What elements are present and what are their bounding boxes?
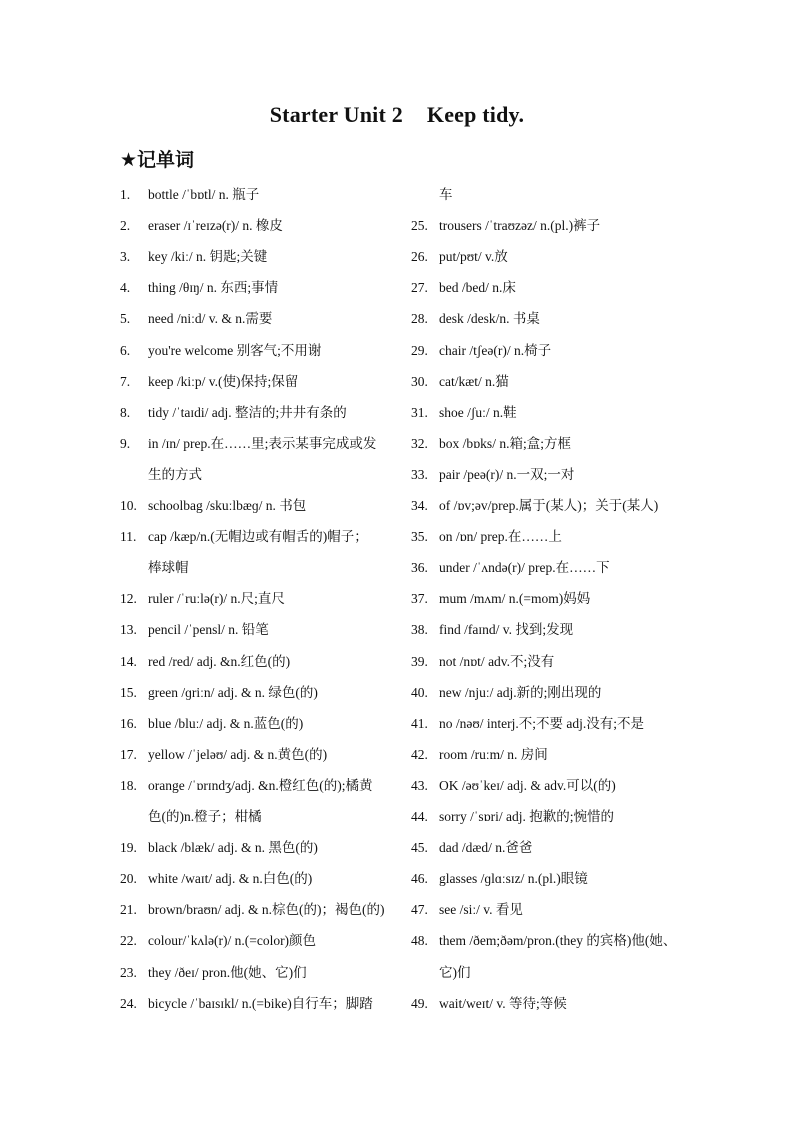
vocab-line	[120, 994, 420, 1025]
vocab-number: 37.	[411, 591, 428, 607]
vocab-line	[411, 403, 711, 434]
vocab-line	[120, 838, 420, 869]
vocab-number: 35.	[411, 529, 428, 545]
vocab-number: 25.	[411, 218, 428, 234]
vocab-entry: schoolbag /skuːlbæɡ/ n. 书包	[148, 498, 307, 513]
vocab-line	[120, 527, 420, 558]
vocab-line	[411, 372, 711, 403]
vocab-entry: box /bɒks/ n.箱;盒;方框	[439, 435, 571, 451]
vocab-line	[120, 807, 420, 838]
vocab-line	[411, 994, 711, 1025]
vocab-line	[411, 434, 711, 465]
vocab-number: 48.	[411, 933, 428, 949]
vocab-number: 18.	[120, 777, 137, 793]
vocab-line	[411, 247, 711, 278]
vocab-line	[411, 807, 711, 838]
vocab-entry: on /ɒn/ prep.在……上	[439, 529, 562, 545]
vocab-number: 43.	[411, 777, 428, 793]
vocab-number: 3.	[120, 249, 131, 265]
vocab-entry: desk /desk/n. 书桌	[439, 311, 540, 327]
vocab-line	[411, 278, 711, 309]
vocab-line	[120, 900, 420, 931]
vocab-entry: put/pʊt/ v.放	[439, 249, 508, 265]
vocab-line	[411, 496, 711, 527]
vocab-number: 4.	[120, 280, 131, 296]
vocab-line	[120, 341, 420, 372]
vocab-number: 17.	[120, 746, 137, 762]
vocab-line	[120, 434, 420, 465]
vocab-number: 30.	[411, 373, 428, 389]
vocab-entry: sorry /ˈsɒri/ adj. 抱歉的;惋惜的	[439, 809, 615, 824]
vocab-entry: no /nəʊ/ interj.不;不要 adj.没有;不是	[439, 715, 645, 731]
vocab-entry: brown/braʊn/ adj. & n.棕色(的)；褐色(的)	[148, 902, 385, 918]
vocab-entry: bed /bed/ n.床	[439, 280, 516, 296]
vocab-entry: pencil /ˈpensl/ n. 铅笔	[148, 622, 269, 638]
vocab-number: 33.	[411, 466, 428, 482]
vocab-number: 28.	[411, 311, 428, 327]
vocab-entry: blue /bluː/ adj. & n.蓝色(的)	[148, 715, 304, 731]
vocab-entry: green /ɡriːn/ adj. & n. 绿色(的)	[148, 684, 318, 700]
vocab-entry: 它)们	[439, 964, 471, 980]
vocab-number: 32.	[411, 435, 428, 451]
vocab-entry: pair /peə(r)/ n.一双;一对	[439, 466, 575, 482]
vocab-number: 22.	[120, 933, 137, 949]
vocab-number: 11.	[120, 529, 137, 545]
vocab-entry: of /ɒv;əv/prep.属于(某人)；关于(某人)	[439, 498, 659, 513]
vocab-line	[411, 745, 711, 776]
vocab-entry: bicycle /ˈbaɪsɪkl/ n.(=bike)自行车；脚踏	[148, 995, 373, 1011]
vocab-number: 49.	[411, 995, 428, 1011]
vocab-line	[411, 869, 711, 900]
vocab-line	[411, 620, 711, 651]
vocab-line	[120, 278, 420, 309]
vocab-entry: they /ðeɪ/ pron.他(她、它)们	[148, 964, 307, 980]
vocab-entry: dad /dæd/ n.爸爸	[439, 840, 533, 856]
vocab-entry: need /niːd/ v. & n.需要	[148, 311, 273, 327]
vocab-line	[120, 216, 420, 247]
vocab-entry: orange /ˈɒrɪndʒ/adj. &n.橙红色(的);橘黄	[148, 777, 373, 793]
vocab-number: 1.	[120, 187, 131, 202]
vocab-number: 7.	[120, 373, 131, 389]
vocab-line	[411, 527, 711, 558]
vocab-line	[120, 185, 420, 216]
vocab-line	[120, 869, 420, 900]
vocab-entry: room /ruːm/ n. 房间	[439, 746, 548, 762]
vocab-number: 42.	[411, 746, 428, 762]
vocab-number: 44.	[411, 809, 428, 824]
vocab-number: 40.	[411, 684, 428, 700]
vocab-entry: eraser /ɪˈreɪzə(r)/ n. 橡皮	[148, 218, 283, 234]
vocab-entry: 棒球帽	[148, 560, 189, 576]
vocab-entry: 色(的)n.橙子；柑橘	[148, 809, 262, 824]
vocab-line	[411, 963, 711, 994]
vocab-number: 6.	[120, 342, 131, 358]
vocab-number: 21.	[120, 902, 137, 918]
vocab-number: 36.	[411, 560, 428, 576]
vocab-line	[120, 620, 420, 651]
vocab-line	[120, 652, 420, 683]
vocab-entry: in /ɪn/ prep.在……里;表示某事完成或发	[148, 435, 377, 451]
vocab-number: 16.	[120, 715, 137, 731]
vocab-number: 24.	[120, 995, 137, 1011]
vocab-line	[120, 465, 420, 496]
vocab-line	[411, 714, 711, 745]
vocab-entry: see /siː/ v. 看见	[439, 902, 523, 918]
vocab-line	[411, 185, 711, 216]
vocab-entry: mum /mʌm/ n.(=mom)妈妈	[439, 591, 591, 607]
vocab-line	[411, 341, 711, 372]
vocab-entry: them /ðem;ðəm/pron.(they 的宾格)他(她、	[439, 933, 677, 949]
vocab-line	[411, 558, 711, 589]
vocab-entry: trousers /ˈtraʊzəz/ n.(pl.)裤子	[439, 218, 601, 234]
vocab-line	[120, 247, 420, 278]
vocab-number: 19.	[120, 840, 137, 856]
vocab-line	[120, 372, 420, 403]
vocab-entry: red /red/ adj. &n.红色(的)	[148, 653, 291, 669]
vocab-number: 38.	[411, 622, 428, 638]
title-unit: Starter Unit 2	[269, 102, 403, 127]
vocab-line	[411, 589, 711, 620]
vocab-entry: you're welcome 别客气;不用谢	[148, 342, 322, 358]
vocab-entry: yellow /ˈjeləʊ/ adj. & n.黄色(的)	[148, 746, 328, 762]
vocab-entry: tidy /ˈtaɪdi/ adj. 整洁的;井井有条的	[148, 404, 347, 420]
vocab-line	[120, 776, 420, 807]
vocab-line	[120, 683, 420, 714]
vocab-entry: OK /əʊˈkeɪ/ adj. & adv.可以(的)	[439, 777, 616, 793]
vocab-line	[120, 745, 420, 776]
vocab-entry: cap /kæp/n.(无帽边或有帽舌的)帽子；	[148, 529, 368, 545]
vocab-entry: 车	[439, 187, 453, 202]
vocab-number: 41.	[411, 715, 428, 731]
vocab-line	[411, 931, 711, 962]
vocab-number: 9.	[120, 435, 131, 451]
vocab-entry: black /blæk/ adj. & n. 黑色(的)	[148, 840, 318, 856]
vocab-line	[411, 900, 711, 931]
vocab-number: 8.	[120, 404, 131, 420]
vocab-line	[411, 216, 711, 247]
vocab-number: 20.	[120, 871, 137, 887]
vocab-line	[411, 465, 711, 496]
vocab-line	[120, 714, 420, 745]
vocab-number: 10.	[120, 498, 137, 513]
vocab-number: 34.	[411, 498, 428, 513]
vocab-entry: keep /kiːp/ v.(使)保持;保留	[148, 373, 299, 389]
vocab-number: 46.	[411, 871, 428, 887]
vocab-number: 23.	[120, 964, 137, 980]
vocab-entry: under /ˈʌndə(r)/ prep.在……下	[439, 560, 610, 576]
section-heading: ★记单词	[120, 149, 195, 171]
vocab-number: 29.	[411, 342, 428, 358]
vocab-number: 15.	[120, 684, 137, 700]
vocab-entry: new /njuː/ adj.新的;刚出现的	[439, 684, 602, 700]
vocab-entry: ruler /ˈruːlə(r)/ n.尺;直尺	[148, 591, 285, 607]
vocab-line	[120, 931, 420, 962]
vocab-number: 12.	[120, 591, 137, 607]
vocab-entry: white /waɪt/ adj. & n.白色(的)	[148, 871, 313, 887]
vocab-entry: chair /tʃeə(r)/ n.椅子	[439, 342, 552, 358]
title-topic: Keep tidy.	[426, 102, 525, 127]
vocab-number: 5.	[120, 311, 131, 327]
vocab-line	[411, 309, 711, 340]
vocab-line	[411, 683, 711, 714]
vocab-entry: glasses /ɡlɑːsɪz/ n.(pl.)眼镜	[439, 871, 588, 887]
vocab-number: 27.	[411, 280, 428, 296]
vocab-line	[411, 652, 711, 683]
vocab-number: 14.	[120, 653, 137, 669]
vocab-line	[120, 589, 420, 620]
vocab-number: 26.	[411, 249, 428, 265]
vocab-entry: 生的方式	[148, 466, 202, 482]
vocab-entry: key /kiː/ n. 钥匙;关键	[148, 249, 268, 265]
vocab-entry: not /nɒt/ adv.不;没有	[439, 653, 555, 669]
vocab-number: 13.	[120, 622, 137, 638]
vocab-line	[120, 309, 420, 340]
vocab-line	[120, 496, 420, 527]
vocab-number: 45.	[411, 840, 428, 856]
vocab-entry: shoe /ʃuː/ n.鞋	[439, 404, 517, 420]
vocab-number: 2.	[120, 218, 131, 234]
vocab-number: 47.	[411, 902, 428, 918]
vocab-entry: colour/ˈkʌlə(r)/ n.(=color)颜色	[148, 933, 317, 949]
vocab-line	[120, 558, 420, 589]
vocab-number: 31.	[411, 404, 428, 420]
page-title	[0, 102, 794, 128]
vocab-entry: find /faɪnd/ v. 找到;发现	[439, 622, 574, 638]
vocab-line	[411, 838, 711, 869]
vocab-number: 39.	[411, 653, 428, 669]
vocab-line	[120, 963, 420, 994]
vocab-entry: cat/kæt/ n.猫	[439, 373, 509, 389]
vocab-entry: wait/weɪt/ v. 等待;等候	[439, 995, 567, 1011]
vocab-line	[411, 776, 711, 807]
vocab-line	[120, 403, 420, 434]
vocab-entry: bottle /ˈbɒtl/ n. 瓶子	[148, 187, 260, 202]
vocab-entry: thing /θɪŋ/ n. 东西;事情	[148, 280, 279, 296]
